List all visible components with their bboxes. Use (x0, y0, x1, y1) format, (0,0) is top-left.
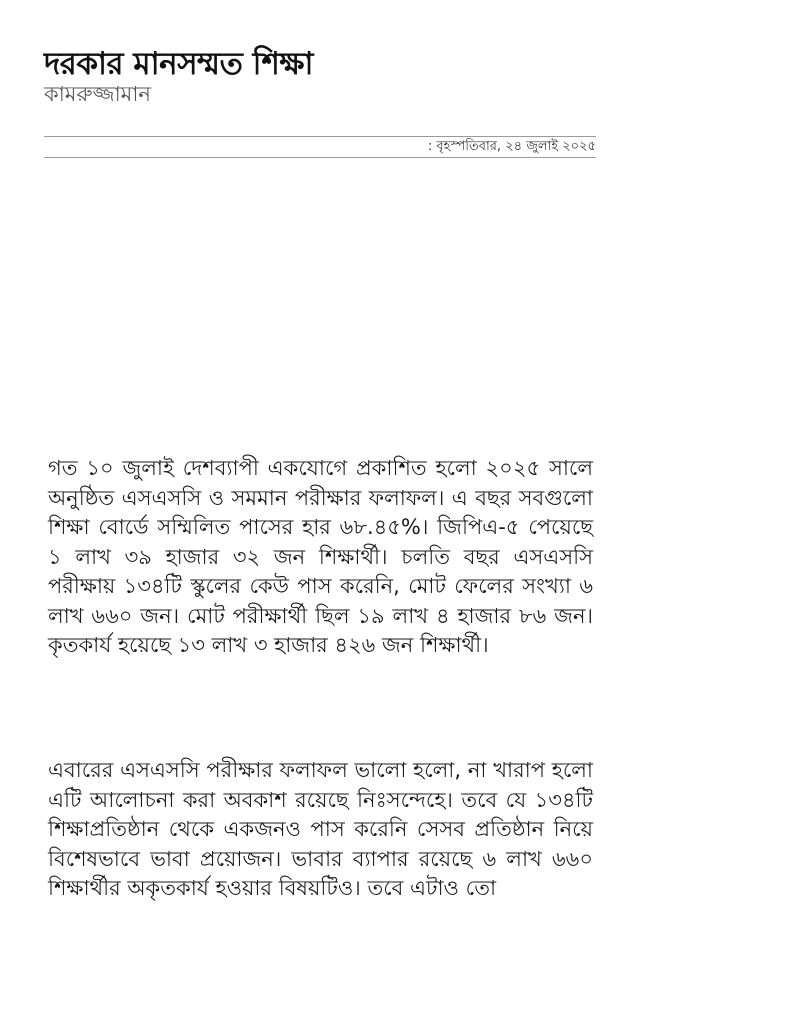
publish-date: : বৃহস্পতিবার, ২৪ জুলাই ২০২৫ (427, 139, 596, 154)
article-paragraph: এবারের এসএসসি পরীক্ষার ফলাফল ভালো হলো, না খারাপ হলো এটি আলোচনা করা অবকাশ রয়েছে নিঃসন্দেহে। তবে যে ১৩৪টি শিক্ষাপ্রতিষ্ঠান থেকে একজনও পাস করেনি সেসব প্রতিষ্ঠান নিয়ে বিশেষভাবে ভাবা প্রয়োজন। ভাবার ব্যাপার রয়েছে ৬ লাখ ৬৬০ শিক্ষার্থীর অকৃতকার্য হওয়ার বিষয়টিও। তবে এটাও তো (48, 758, 593, 900)
article-meta-bar (44, 136, 596, 158)
article-paragraph: গত ১০ জুলাই দেশব্যাপী একযোগে প্রকাশিত হলো ২০২৫ সালে অনুষ্ঠিত এসএসসি ও সমমান পরীক্ষার ফলাফল। এ বছর সবগুলো শিক্ষা বোর্ডে সম্মিলিত পাসের হার ৬৮.৪৫%। জিপিএ-৫ পেয়েছে ১ লাখ ৩৯ হাজার ৩২ জন শিক্ষার্থী। চলতি বছর এসএসসি পরীক্ষায় ১৩৪টি স্কুলের কেউ পাস করেনি, মোট ফেলের সংখ্যা ৬ লাখ ৬৬০ জন। মোট পরীক্ষার্থী ছিল ১৯ লাখ ৪ হাজার ৮৬ জন। কৃতকার্য হয়েছে ১৩ লাখ ৩ হাজার ৪২৬ জন শিক্ষার্থী। (48, 456, 593, 657)
article-headline: দরকার মানসম্মত শিক্ষা (44, 46, 313, 82)
article-image-area (44, 170, 596, 440)
article-author[interactable]: কামরুজ্জামান (44, 82, 151, 106)
